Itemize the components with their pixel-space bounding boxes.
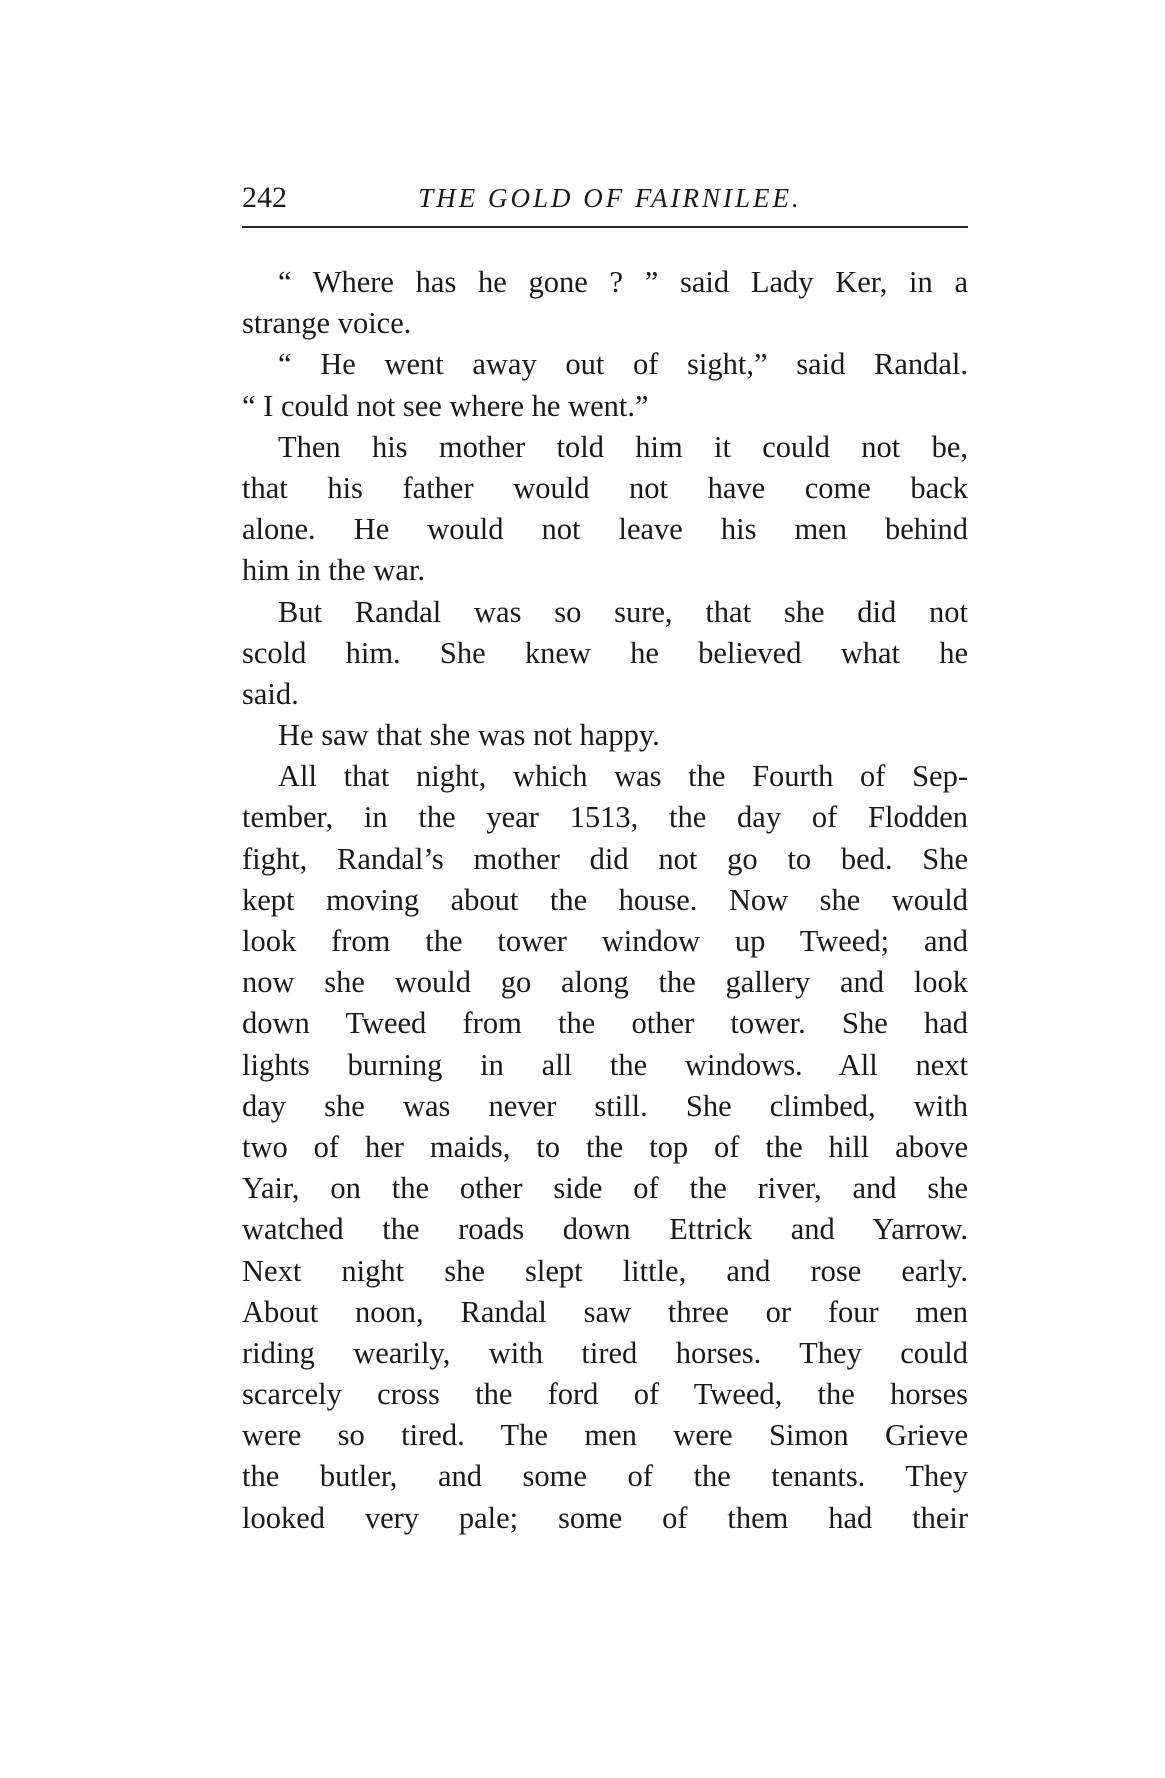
text-line: “ Where has he gone ? ” said Lady Ker, in a bbox=[278, 265, 968, 299]
text-line: him in the war. bbox=[242, 553, 425, 588]
text-line: down Tweed from the other tower. She had bbox=[242, 1006, 968, 1041]
page-number: 242 bbox=[242, 181, 287, 214]
text-line: But Randal was so sure, that she did not bbox=[278, 594, 968, 629]
text-line: were so tired. The men were Simon Grieve bbox=[242, 1418, 968, 1453]
text-line: All that night, which was the Fourth of Sep- bbox=[278, 759, 968, 794]
text-line: “ I could not see where he went.” bbox=[242, 388, 649, 423]
text-line: said. bbox=[242, 676, 299, 711]
text-line: scold him. She knew he believed what he bbox=[242, 635, 968, 670]
text-line: riding wearily, with tired horses. They could bbox=[242, 1335, 968, 1370]
text-line: He saw that she was not happy. bbox=[278, 718, 660, 753]
text-line: Next night she slept little, and rose early. bbox=[242, 1253, 968, 1288]
text-line: strange voice. bbox=[242, 306, 412, 341]
text-line: two of her maids, to the top of the hill above bbox=[242, 1129, 968, 1164]
text-line: fight, Randal’s mother did not go to bed. She bbox=[242, 841, 968, 876]
text-line: now she would go along the gallery and look bbox=[242, 965, 968, 1000]
text-line: alone. He would not leave his men behind bbox=[242, 512, 968, 547]
text-line: scarcely cross the ford of Tweed, the horses bbox=[242, 1377, 968, 1412]
text-line: tember, in the year 1513, the day of Flodden bbox=[242, 800, 968, 835]
text-line: day she was never still. She climbed, with bbox=[242, 1088, 968, 1123]
text-line: About noon, Randal saw three or four men bbox=[242, 1294, 968, 1329]
text-line: looked very pale; some of them had their bbox=[242, 1500, 968, 1535]
text-line: look from the tower window up Tweed; and bbox=[242, 924, 968, 958]
text-line: kept moving about the house. Now she would bbox=[242, 882, 968, 917]
text-line: Yair, on the other side of the river, and she bbox=[242, 1171, 968, 1206]
text-line: “ He went away out of sight,” said Randal. bbox=[278, 347, 968, 382]
text-line: Then his mother told him it could not be, bbox=[278, 429, 968, 464]
text-line: the butler, and some of the tenants. They bbox=[242, 1459, 968, 1494]
body-text bbox=[242, 262, 968, 1539]
text-line: watched the roads down Ettrick and Yarrow. bbox=[242, 1212, 968, 1247]
header-rule bbox=[242, 226, 968, 228]
page-header bbox=[242, 178, 968, 218]
running-title: THE GOLD OF FAIRNILEE. bbox=[418, 183, 802, 213]
text-line: lights burning in all the windows. All next bbox=[242, 1047, 968, 1082]
text-line: that his father would not have come back bbox=[242, 470, 968, 505]
